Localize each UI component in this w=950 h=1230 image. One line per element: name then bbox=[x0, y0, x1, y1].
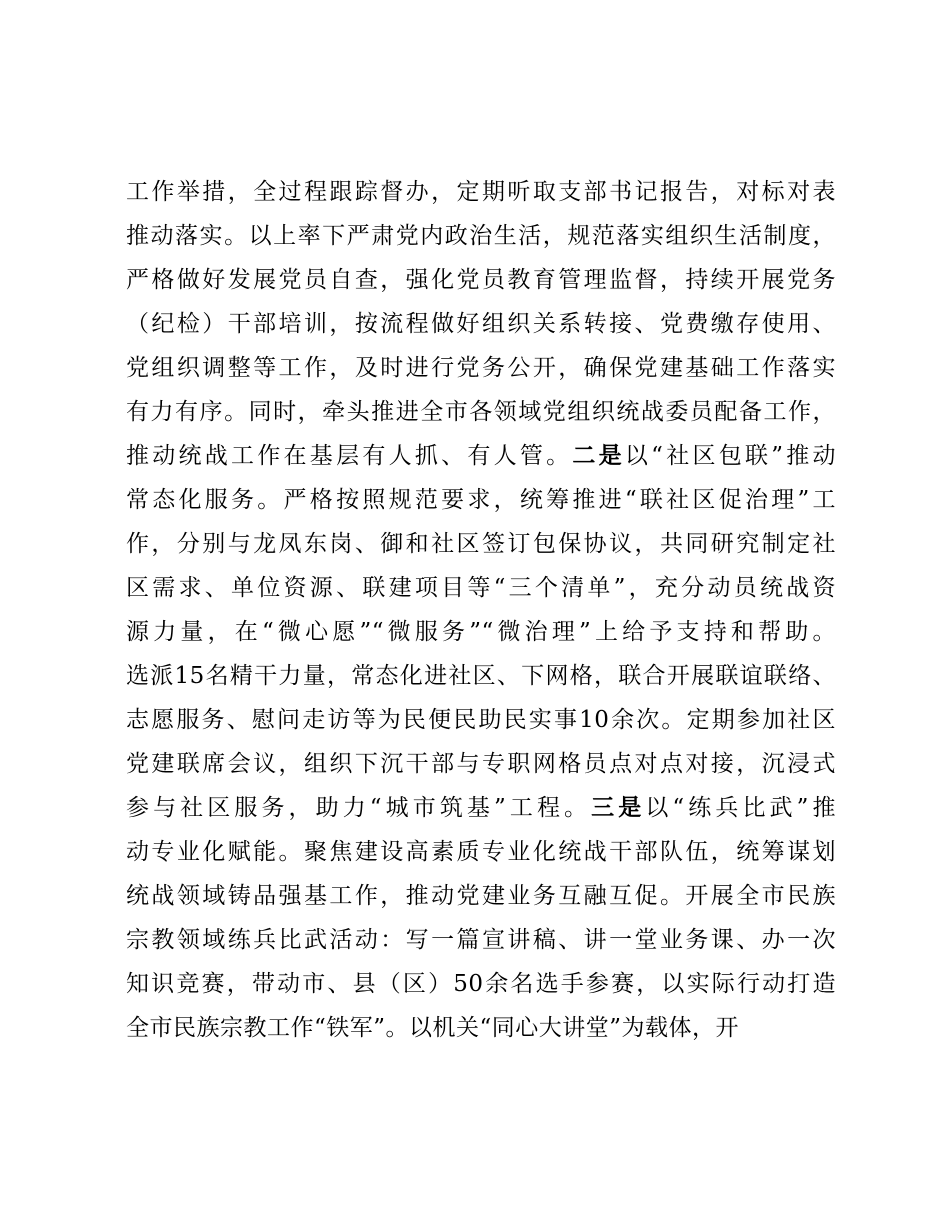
text-line-with-marker bbox=[126, 434, 836, 478]
text-line: 推动落实。以上率下严肃党内政治生活，规范落实组织生活制度， bbox=[126, 223, 836, 249]
text-line: 选派15名精干力量，常态化进社区、下网格，联合开展联谊联络、 bbox=[126, 663, 836, 689]
text-line: （纪检）干部培训，按流程做好组织关系转接、党费缴存使用、 bbox=[126, 311, 836, 337]
text-segment: 以“社区包联”推动 bbox=[624, 443, 837, 469]
text-line: 作，分别与龙凤东岗、御和社区签订包保协议，共同研究制定社 bbox=[126, 531, 836, 557]
bold-marker-second: 二是 bbox=[572, 442, 625, 469]
text-line-with-marker bbox=[126, 786, 836, 830]
text-line: 严格做好发展党员自查，强化党员教育管理监督，持续开展党务 bbox=[126, 267, 836, 293]
text-line: 志愿服务、慰问走访等为民便民助民实事10余次。定期参加社区 bbox=[126, 707, 836, 733]
text-line: 常态化服务。严格按照规范要求，统筹推进“联社区促治理”工 bbox=[126, 487, 836, 513]
text-line: 统战领域铸品强基工作，推动党建业务互融互促。开展全市民族 bbox=[126, 883, 836, 909]
text-segment: 推动统战工作在基层有人抓、有人管。 bbox=[126, 443, 573, 469]
text-line: 全市民族宗教工作“铁军”。以机关“同心大讲堂”为载体，开 bbox=[126, 1015, 740, 1041]
text-line: 工作举措，全过程跟踪督办，定期听取支部书记报告，对标对表 bbox=[126, 179, 836, 205]
text-segment: 参与社区服务，助力“城市筑基”工程。 bbox=[126, 795, 592, 821]
text-segment: 以“练兵比武”推 bbox=[645, 795, 836, 821]
text-line: 源力量，在“微心愿”“微服务”“微治理”上给予支持和帮助。 bbox=[126, 619, 836, 645]
bold-marker-third: 三是 bbox=[591, 794, 646, 821]
text-line: 有力有序。同时，牵头推进全市各领域党组织统战委员配备工作， bbox=[126, 399, 836, 425]
text-line: 党建联席会议，组织下沉干部与专职网格员点对点对接，沉浸式 bbox=[126, 751, 836, 777]
text-line: 党组织调整等工作，及时进行党务公开，确保党建基础工作落实 bbox=[126, 355, 836, 381]
text-line: 动专业化赋能。聚焦建设高素质专业化统战干部队伍，统筹谋划 bbox=[126, 839, 836, 865]
text-line: 区需求、单位资源、联建项目等“三个清单”，充分动员统战资 bbox=[126, 575, 836, 601]
body-paragraph bbox=[126, 170, 836, 1050]
text-line: 宗教领域练兵比武活动：写一篇宣讲稿、讲一堂业务课、办一次 bbox=[126, 927, 836, 953]
text-line: 知识竞赛，带动市、县（区）50余名选手参赛，以实际行动打造 bbox=[126, 971, 836, 997]
